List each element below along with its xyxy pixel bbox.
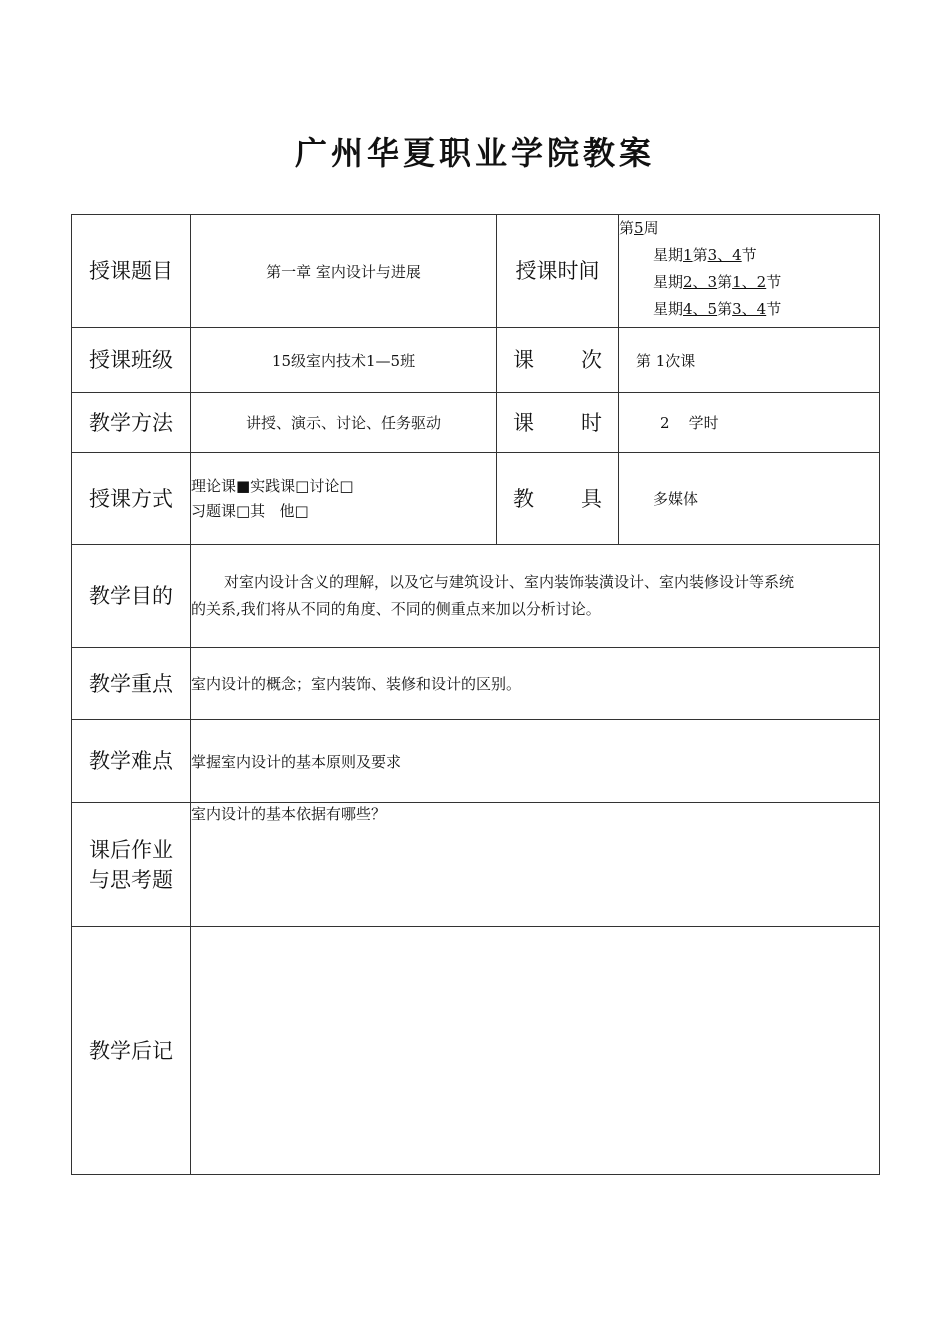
notes-label: 教学后记 xyxy=(72,927,191,1175)
key-label: 教学重点 xyxy=(72,648,191,720)
row-difficulty xyxy=(72,720,880,803)
row-notes xyxy=(72,927,880,1175)
row-topic xyxy=(72,215,880,328)
schedule-line: 星期2、3第1、2节 xyxy=(653,273,782,291)
class-label: 授课班级 xyxy=(72,328,191,393)
lesson-plan-table xyxy=(71,214,880,1175)
goal-label: 教学目的 xyxy=(72,545,191,648)
method-value: 讲授、演示、讨论、任务驱动 xyxy=(191,393,497,453)
method-label: 教学方法 xyxy=(72,393,191,453)
row-method xyxy=(72,393,880,453)
schedule-line: 星期1第3、4节 xyxy=(653,246,757,264)
tools-label: 教 具 xyxy=(497,453,619,545)
class-value: 15级室内技术1—5班 xyxy=(191,328,497,393)
topic-value: 第一章 室内设计与进展 xyxy=(191,215,497,328)
tools-value: 多媒体 xyxy=(619,453,880,545)
difficulty-label: 教学难点 xyxy=(72,720,191,803)
hours-label: 课 时 xyxy=(497,393,619,453)
row-class xyxy=(72,328,880,393)
week-line: 第5周 xyxy=(619,219,659,237)
mode-label: 授课方式 xyxy=(72,453,191,545)
schedule-line: 星期4、5第3、4节 xyxy=(653,300,782,318)
key-value: 室内设计的概念；室内装饰、装修和设计的区别。 xyxy=(191,648,880,720)
row-homework xyxy=(72,803,880,927)
time-schedule xyxy=(619,215,880,328)
row-goal xyxy=(72,545,880,648)
time-label: 授课时间 xyxy=(497,215,619,328)
document-title: 广州华夏职业学院教案 xyxy=(294,134,655,172)
homework-label: 课后作业 与思考题 xyxy=(72,803,191,927)
row-mode xyxy=(72,453,880,545)
difficulty-value: 掌握室内设计的基本原则及要求 xyxy=(191,720,880,803)
week-number: 5 xyxy=(634,219,644,237)
topic-label: 授课题目 xyxy=(72,215,191,328)
notes-value xyxy=(191,927,880,1175)
session-label: 课 次 xyxy=(497,328,619,393)
goal-value: 对室内设计含义的理解，以及它与建筑设计、室内装饰装潢设计、室内装修设计等系统 的关系,我们将从不同的角度、不同的侧重点来加以分析讨论。 xyxy=(191,545,880,648)
hours-value: 2 学时 xyxy=(619,393,880,453)
homework-value: 室内设计的基本依据有哪些？ xyxy=(191,803,880,927)
session-value: 第 1次课 xyxy=(619,328,880,393)
row-key xyxy=(72,648,880,720)
mode-value: 理论课■实践课□讨论□ 习题课□其 他□ xyxy=(191,453,497,545)
